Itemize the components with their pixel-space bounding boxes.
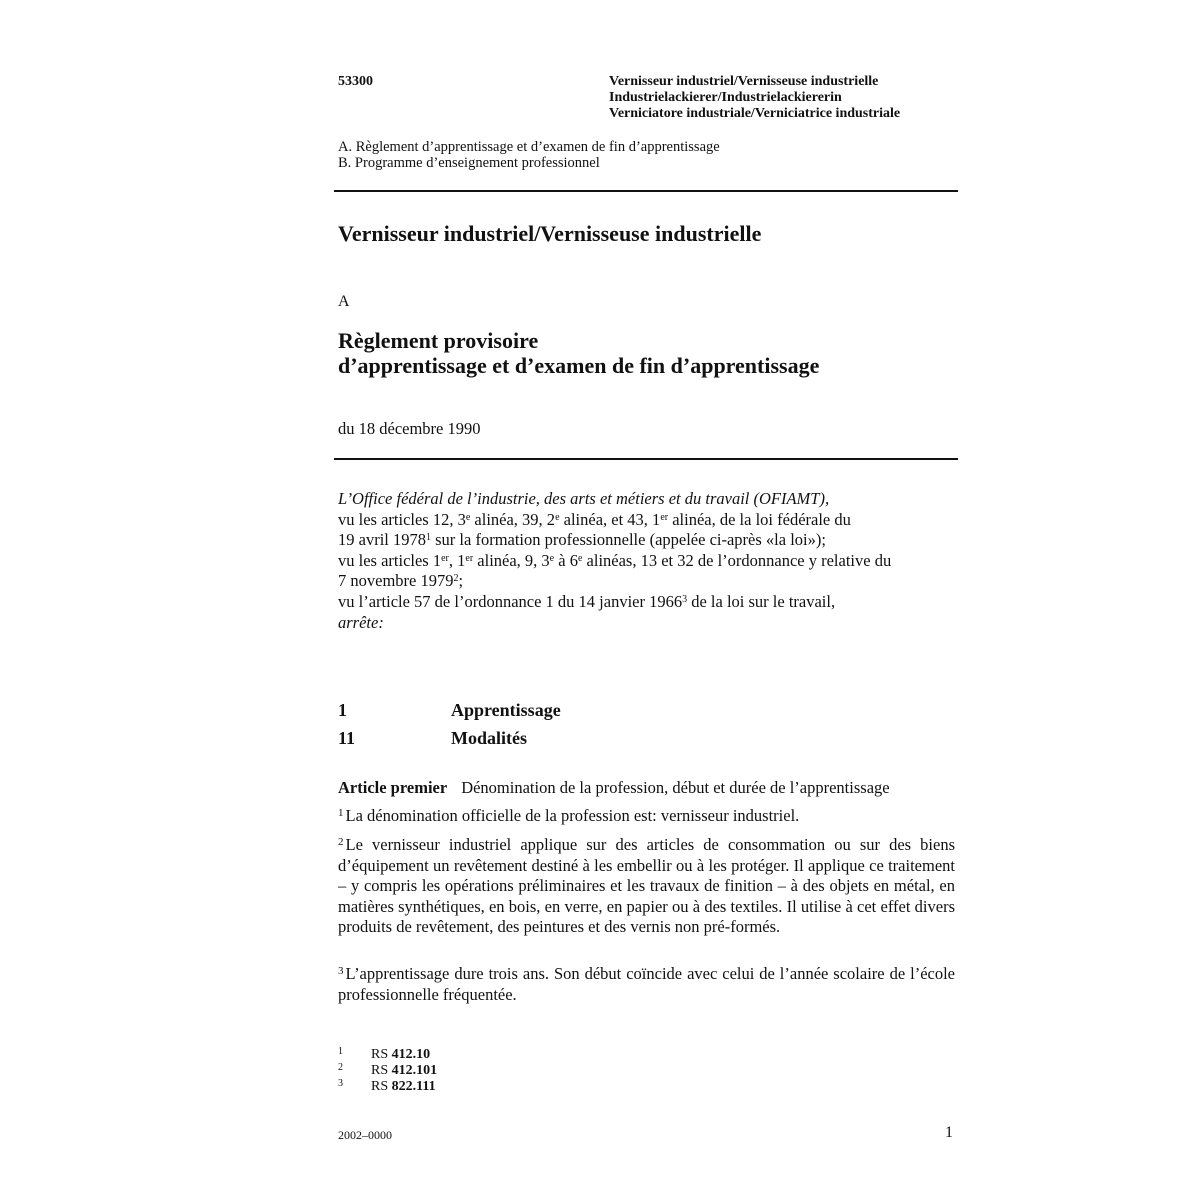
preamble-line-4: vu les articles 1er, 1er alinéa, 9, 3e à 6e alinéas, 13 et 32 de l’ordonnance y relative du	[338, 550, 892, 570]
section-title: Modalités	[451, 728, 527, 748]
article-heading	[338, 778, 890, 798]
section-number: 11	[338, 728, 356, 748]
article-title: Dénomination de la profession, début et durée de l’apprentissage	[461, 778, 890, 797]
paragraph-text: Le vernisseur industriel applique sur des articles de consommation ou sur des biens d’équipement un revêtement destiné à les embellir ou à les protéger. Il applique ce traitement – y compris les opérations préliminaires et les travaux de finition – à des objets en métal, en matières synthétiques, en bois, en verre, en papier ou à des textiles. Il utilise à cet effet divers produits de revêtement, des peintures et des vernis non pré-formés.	[338, 835, 955, 937]
paragraph-1	[338, 806, 955, 827]
footnote-1: 1 RS 412.10	[338, 1046, 431, 1062]
main-title: Vernisseur industriel/Vernisseuse industrielle	[338, 221, 762, 246]
paragraph-text: La dénomination officielle de la profession est: vernisseur industriel.	[345, 806, 800, 825]
footnote-3: 3 RS 822.111	[338, 1078, 436, 1094]
preamble-arrete: arrête:	[338, 612, 384, 632]
footer-doc-id: 2002–0000	[338, 1128, 392, 1142]
divider-middle	[334, 458, 958, 460]
preamble	[338, 489, 958, 633]
article-label: Article premier	[338, 778, 448, 797]
document-date: du 18 décembre 1990	[338, 419, 481, 438]
preamble-line-5: 7 novembre 1979$^2$;	[338, 571, 464, 591]
paragraph-number: 3	[338, 965, 344, 977]
section-letter: A	[338, 293, 350, 310]
page-number: 1	[945, 1124, 953, 1141]
preamble-line-6: vu l’article 57 de l’ordonnance 1 du 14 janvier 1966$^3$ de la loi sur le travail,	[338, 591, 836, 611]
footnote-2: 2 RS 412.101	[338, 1062, 438, 1078]
preamble-line-2: vu les articles 12, 3e alinéa, 39, 2e alinéa, et 43, 1er alinéa, de la loi fédérale du	[338, 509, 851, 529]
header-title-it: Verniciatore industriale/Verniciatrice industriale	[609, 106, 901, 121]
preamble-authority: L’Office fédéral de l’industrie, des arts et métiers et du travail (OFIAMT),	[338, 489, 830, 508]
reglement-title-line2: d’apprentissage et d’examen de fin d’apprentissage	[338, 353, 820, 378]
paragraph-number: 1	[338, 807, 344, 819]
header-titles	[609, 74, 900, 122]
footnotes	[338, 1047, 437, 1095]
paragraph-text: L’apprentissage dure trois ans. Son début coïncide avec celui de l’année scolaire de l’école professionnelle fréquentée.	[338, 964, 955, 1004]
contents-list	[338, 139, 720, 171]
paragraph-number: 2	[338, 836, 344, 848]
contents-item-a: A. Règlement d’apprentissage et d’examen de fin d’apprentissage	[338, 139, 720, 155]
contents-item-b: B. Programme d’enseignement professionnel	[338, 155, 600, 171]
header-title-fr: Vernisseur industriel/Vernisseuse industrielle	[609, 74, 879, 89]
paragraph-3	[338, 964, 955, 1005]
section-title: Apprentissage	[451, 700, 561, 720]
header-title-de: Industrielackierer/Industrielackiererin	[609, 90, 842, 105]
divider-top	[334, 190, 958, 192]
reglement-title	[338, 328, 819, 378]
section-heading-1	[338, 700, 561, 721]
paragraph-2	[338, 835, 955, 938]
section-heading-11	[338, 728, 527, 749]
document-code: 53300	[338, 74, 373, 89]
preamble-line-3: 19 avril 1978$^1$ sur la formation professionnelle (appelée ci-après «la loi»);	[338, 530, 826, 550]
section-number: 1	[338, 700, 347, 720]
reglement-title-line1: Règlement provisoire	[338, 328, 539, 353]
